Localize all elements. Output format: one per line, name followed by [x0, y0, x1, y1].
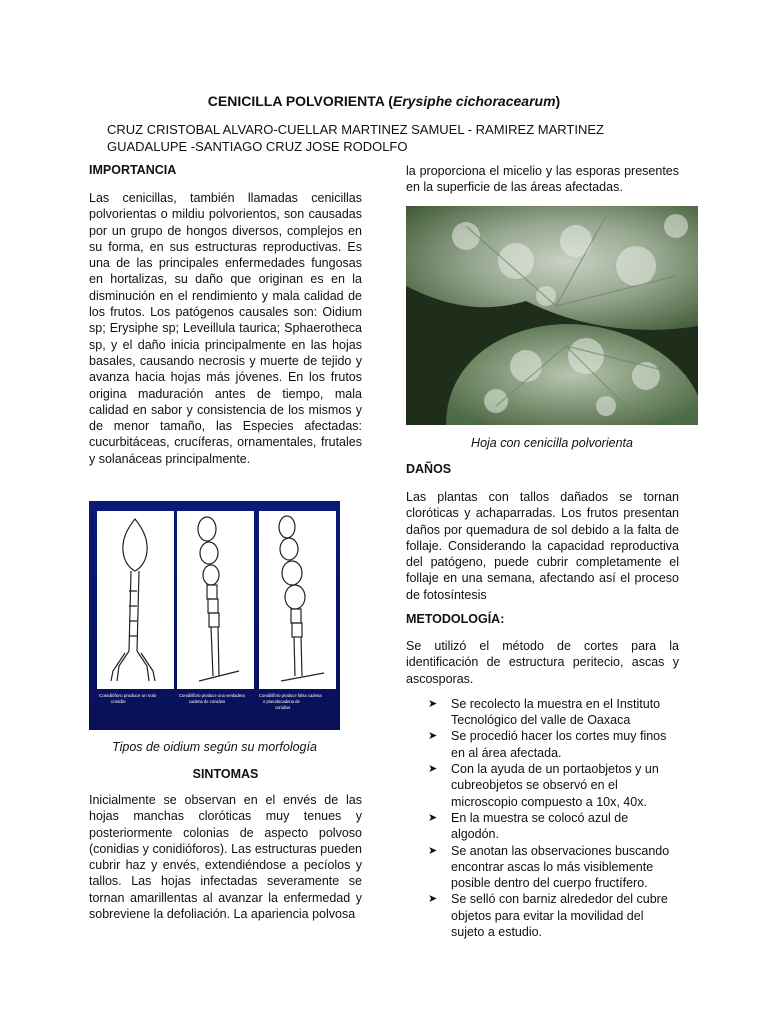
panel-2-label-line-2: cadena de conidios: [189, 699, 226, 704]
panel-1-background: [97, 511, 174, 689]
leaf-photo-image: [406, 206, 698, 425]
oidium-figure-caption: Tipos de oidium según su morfología: [112, 740, 317, 754]
panel-3-label-line-3: conidios: [275, 705, 291, 710]
metodologia-steps: [406, 696, 679, 940]
sintomas-text: Inicialmente se observan en el envés de las hojas manchas cloróticas muy tenues y posteriormente colonias de aspecto polvoso (conidias y conidióforos). Las estructuras pueden cubrir haz y envés, extendiéndose a pecíolos y tallos. Las hojas infectadas severamente se tornan amarillentas al avanzar la enfermedad y sobreviene la defoliación. La apariencia polvosa: [89, 793, 362, 922]
arrow-bullet-icon: ➤: [428, 893, 438, 906]
title-scientific-name: Erysiphe cichoracearum: [392, 93, 556, 109]
panel-3-background: [259, 511, 336, 689]
metodologia-text: Se utilizó el método de cortes para la identificación de estructura peritecio, ascas y ascosporas.: [406, 639, 679, 686]
danos-heading: DAÑOS: [406, 462, 452, 476]
step-text: Se anotan las observaciones buscando encontrar ascas lo más visiblemente posible dentro del cuerpo fructífero.: [451, 843, 670, 891]
sintomas-continuation-text: la proporciona el micelio y las esporas presentes en la superficie de las áreas afectadas.: [406, 164, 679, 195]
danos-text: Las plantas con tallos dañados se tornan cloróticas y achaparradas. Los frutos presentan daños por quemadura de sol debido a la falta de follaje. Considerando la capacidad reproductiva del patógeno, puede cubrir completamente el follaje en una semana, afectando así el proceso de fotosíntesis: [406, 490, 679, 602]
danos-section: [406, 462, 679, 603]
title-close: ): [555, 93, 561, 109]
arrow-bullet-icon: ➤: [428, 844, 438, 857]
sintomas-heading: SINTOMAS: [192, 767, 259, 781]
document-title: [0, 93, 768, 109]
panel-1-label-line-2: conidio: [111, 699, 126, 704]
list-item: [406, 761, 679, 810]
panel-3-label: [259, 693, 323, 710]
arrow-bullet-icon: ➤: [428, 811, 438, 824]
importancia-text: Las cenicillas, también llamadas cenicillas polvorientas o mildiu polvorientos, son causadas por un grupo de hongos diversos, complejos en su forma, en sus estructuras reproductivas. Es una de las principales enfermedades fungosas en hortalizas, su daño que originan es en la disminución en el rendimiento y mala calidad de los frutos. Los patógenos causales son: Oidium sp; Erysiphe sp; Leveillula taurica; Sphaerotheca sp, y el daño inicia principalmente en las hojas basales, causando necrosis y muerte de tejido y avanza hacia hojas más jóvenes. En los frutos origina maduración antes de tiempo, mala calidad en sabor y consistencia de los mismos y de menor tamaño, las Especies afectadas: cucurbitáceas, crucíferas, ornamentales, frutales y solanáceas principalmente.: [89, 191, 362, 466]
leaf-photo: [406, 206, 698, 425]
panel-2-label-line-1: Conidióforo produce una verdadera: [179, 693, 245, 698]
list-item: [406, 728, 679, 761]
metodologia-heading: METODOLOGÍA:: [406, 612, 505, 626]
arrow-bullet-icon: ➤: [428, 763, 438, 776]
leaf-photo-caption: Hoja con cenicilla polvorienta: [471, 436, 633, 450]
step-text: Se selló con barniz alrededor del cubre objetos para evitar la movilidad del sujeto a estudio.: [451, 892, 668, 940]
panel-1-label: [99, 693, 158, 704]
oidium-drawings: [89, 501, 340, 730]
authors-line-1: CRUZ CRISTOBAL ALVARO-CUELLAR MARTINEZ SAMUEL - RAMIREZ MARTINEZ: [107, 122, 604, 137]
importancia-section: [89, 163, 362, 467]
panel-2-background: [177, 511, 254, 689]
list-item: [406, 891, 679, 940]
authors-line-2: GUADALUPE -SANTIAGO CRUZ JOSE RODOLFO: [107, 139, 408, 154]
step-text: Se procedió hacer los cortes muy finos en al área afectada.: [451, 729, 667, 760]
list-item: [406, 843, 679, 892]
authors-block: [107, 121, 707, 155]
panel-1-label-line-1: Conidióforo produce un solo: [99, 693, 157, 698]
step-text: En la muestra se colocó azul de algodón.: [451, 810, 629, 842]
list-item: [406, 696, 679, 729]
step-text: Con la ayuda de un portaobjetos y un cubreobjetos se observó en el microscopio compuesto a 10x, 40x.: [451, 762, 659, 809]
arrow-bullet-icon: ➤: [428, 697, 438, 710]
list-item: [406, 810, 679, 843]
step-text: Se recolecto la muestra en el Instituto Tecnológico del valle de Oaxaca: [451, 696, 661, 728]
panel-2-label: [179, 693, 246, 704]
sintomas-section: [89, 767, 362, 922]
sintomas-continuation: [406, 163, 679, 196]
metodologia-section: [406, 612, 679, 940]
arrow-bullet-icon: ➤: [428, 730, 438, 743]
panel-3-label-line-1: Conidióforo produce falsa cadena: [259, 693, 322, 698]
oidium-morphology-figure: [89, 501, 340, 730]
importancia-heading: IMPORTANCIA: [89, 163, 177, 177]
panel-3-label-line-2: o pseudocadena de: [263, 699, 300, 704]
title-main: CENICILLA POLVORIENTA (: [207, 93, 393, 109]
